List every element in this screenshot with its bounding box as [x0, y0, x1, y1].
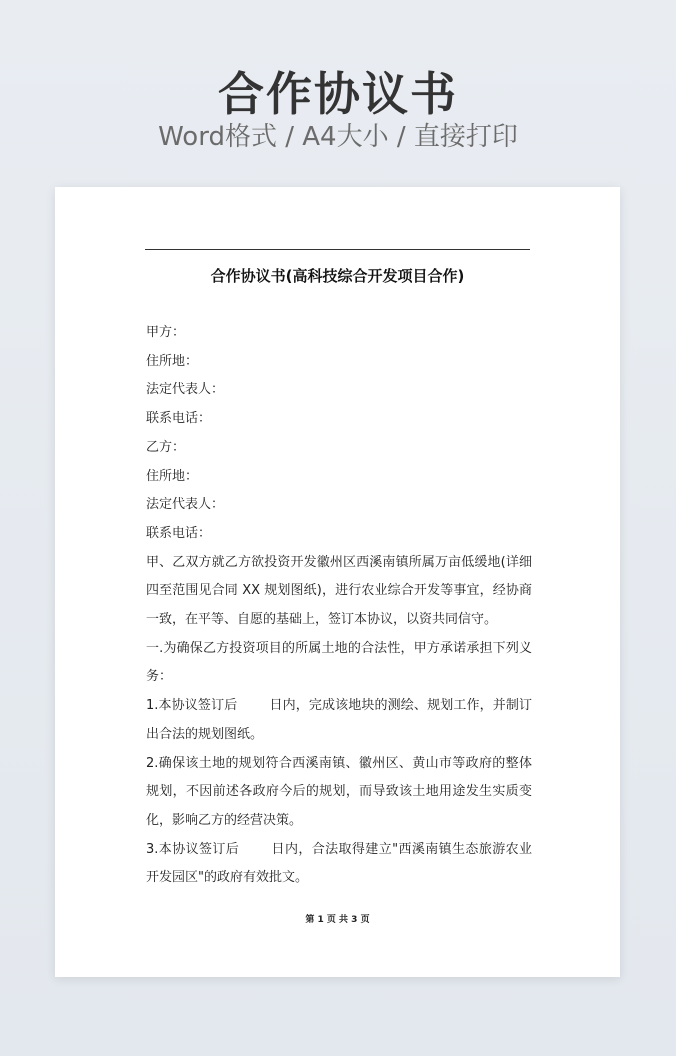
page-number-footer: 第 1 页 共 3 页	[305, 915, 370, 925]
document-body	[146, 319, 532, 893]
party-b-address-label: 住所地：	[146, 468, 199, 484]
party-a-address-label: 住所地：	[146, 353, 199, 369]
clause-1-suffix: 日内，完成该地块的测绘、规划工作，并制订出合法的规划图纸。	[146, 698, 532, 742]
clause-2: 2.确保该土地的规划符合西溪南镇、徽州区、黄山市等政府的整体规划，不因前述各政府今后的规划，而导致该土地用途发生实质变化，影响乙方的经营决策。	[146, 755, 532, 828]
clause-3-suffix: 日内，合法取得建立"西溪南镇生态旅游农业开发园区"的政府有效批文。	[146, 841, 532, 886]
clause-1	[146, 692, 532, 749]
header-rule	[145, 249, 530, 250]
clause-3	[146, 836, 532, 893]
party-b-label: 乙方：	[146, 439, 186, 455]
party-a-label: 甲方：	[146, 325, 186, 340]
party-a-representative-label: 法定代表人：	[146, 382, 225, 398]
section-1-heading: 一.为确保乙方投资项目的所属土地的合法性，甲方承诺承担下列义务：	[146, 640, 532, 685]
party-a-phone-label: 联系电话：	[146, 411, 212, 427]
banner-subtitle: Word格式 / A4大小 / 直接打印	[158, 122, 518, 152]
document-page	[55, 187, 620, 977]
intro-paragraph: 甲、乙双方就乙方欲投资开发徽州区西溪南镇所属万亩低缓地(详细四至范围见合同 XX 规划图纸)，进行农业综合开发等事宜，经协商一致，在平等、自愿的基础上，签订本协议，以资共同信守。	[146, 554, 532, 628]
clause-3-prefix: 3.本协议签订后	[146, 841, 240, 857]
party-b-phone-label: 联系电话：	[146, 525, 212, 541]
party-b-representative-label: 法定代表人：	[146, 497, 225, 513]
banner-title: 合作协议书	[218, 67, 458, 121]
clause-1-prefix: 1.本协议签订后	[146, 698, 238, 714]
document-title: 合作协议书(高科技综合开发项目合作)	[210, 267, 465, 285]
